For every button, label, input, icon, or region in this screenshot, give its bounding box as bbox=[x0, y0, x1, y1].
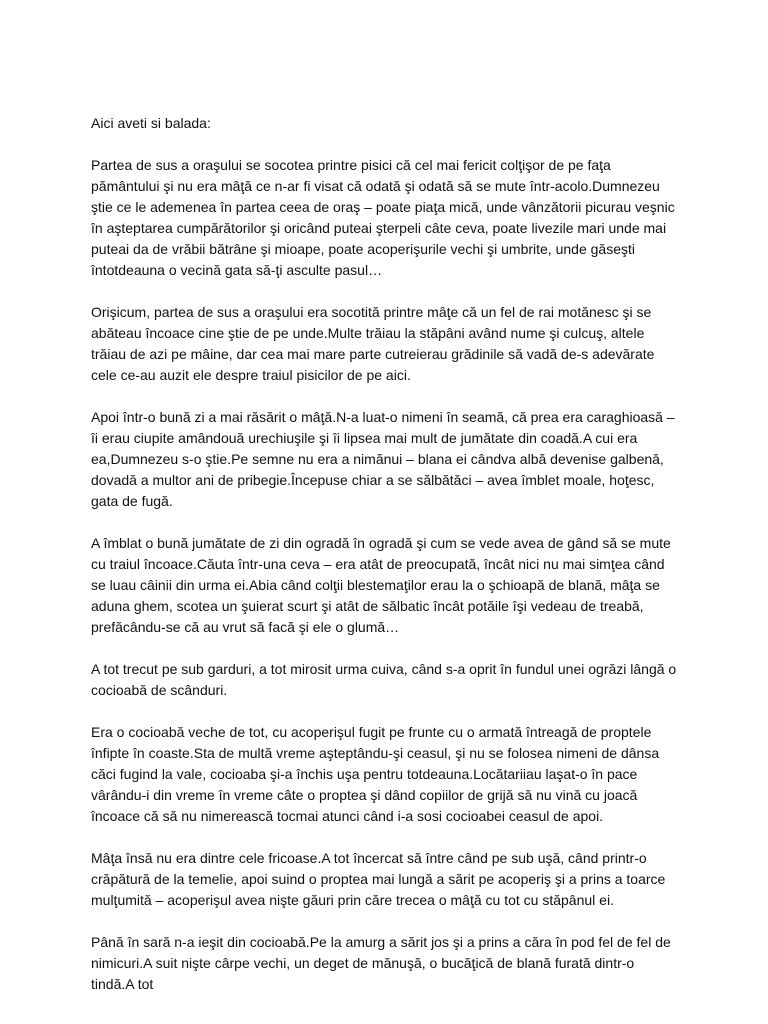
paragraph-5: A tot trecut pe sub garduri, a tot mirosit urma cuiva, când s-a oprit în fundul unei ogrăzi lângă o cocioabă de scânduri. bbox=[91, 661, 677, 698]
paragraph-6: Era o cocioabă veche de tot, cu acoperişul fugit pe frunte cu o armată întreagă de proptele înfipte în coaste.Sta de multă vreme aşteptându-şi ceasul, şi nu se folosea nimeni de dânsa căci fugind la vale, cocioaba şi-a închis uşa pentru totdeauna.Locătariiau laşat-o în pace vârându-i din vreme în vreme câte o proptea şi dând copiilor de grijă să nu vină cu joacă încoace că să nu nimerească tocmai atunci când i-a sosi cocioabei ceasul de apoi. bbox=[91, 724, 660, 824]
paragraph-4: A îmblat o bună jumătate de zi din ogradă în ogradă şi cum se vede avea de gând să se mute cu traiul încoace.Căuta într-una ceva – era atât de preocupată, încât nici nu mai simţea când se luau câinii din urma ei.Abia când colţii blestemaţilor erau la o şchioapă de blană, mâţa se aduna ghem, scotea un şuierat scurt şi atât de sălbatic încât potăile îşi vedeau de treabă, prefăcându-se că au vrut să facă şi ele o glumă… bbox=[91, 535, 671, 635]
intro-line: Aici aveti si balada: bbox=[91, 115, 211, 131]
paragraph-8: Până în sară n-a ieşit din cocioabă.Pe la amurg a sărit jos şi a prins a căra în pod fel de fel de nimicuri.A suit nişte cârpe vechi, un deget de mănuşă, o bucăţică de blană furată dintr-o tindă.A tot bbox=[91, 934, 671, 992]
paragraph-2: Orişicum, partea de sus a oraşului era socotită printre mâţe că un fel de rai motănesc şi se abăteau încoace cine ştie de pe unde.Multe trăiau la stăpâni având nume şi culcuş, altele trăiau de azi pe mâine, dar cea mai mare parte cutreierau grădinile să vadă de-s adevărate cele ce-au auzit ele despre traiul pisicilor de pe aici. bbox=[91, 304, 655, 383]
paragraph-1: Partea de sus a oraşului se socotea printre pisici că cel mai fericit colţişor de pe faţa pământului şi nu era mâţă ce n-ar fi visat că odată şi odată să se mute într-acolo.Dumnezeu ştie ce le ademenea în partea ceea de oraş – poate piaţa mică, unde vânzătorii picurau veşnic în aşteptarea cumpărătorilor şi oricând puteai şterpeli câte ceva, poate livezile mari unde mai puteai da de vrăbii bătrâne şi mioape, poate acoperişurile vechi şi umbrite, unde găseşti întotdeauna o vecină gata să-ţi asculte pasul… bbox=[91, 157, 675, 278]
paragraph-3: Apoi într-o bună zi a mai răsărit o mâţă.N-a luat-o nimeni în seamă, că prea era caraghioasă – îi erau ciupite amândouă urechiuşile şi îi lipsea mai mult de jumătate din coadă.A cui era ea,Dumnezeu s-o ştie.Pe semne nu era a nimănui – blana ei cândva albă devenise galbenă, dovadă a multor ani de pribegie.Începuse chiar a se sălbătăci – avea îmblet moale, hoţesc, gata de fugă. bbox=[91, 409, 675, 509]
document-page bbox=[91, 113, 680, 1016]
paragraph-7: Mâţa însă nu era dintre cele fricoase.A tot încercat să între când pe sub uşă, când printr-o crăpătură de la temelie, apoi suind o proptea mai lungă a sărit pe acoperiş şi a prins a toarce mulţumită – acoperişul avea nişte găuri prin căre trecea o mâţă cu tot cu stăpânul ei. bbox=[91, 850, 666, 908]
